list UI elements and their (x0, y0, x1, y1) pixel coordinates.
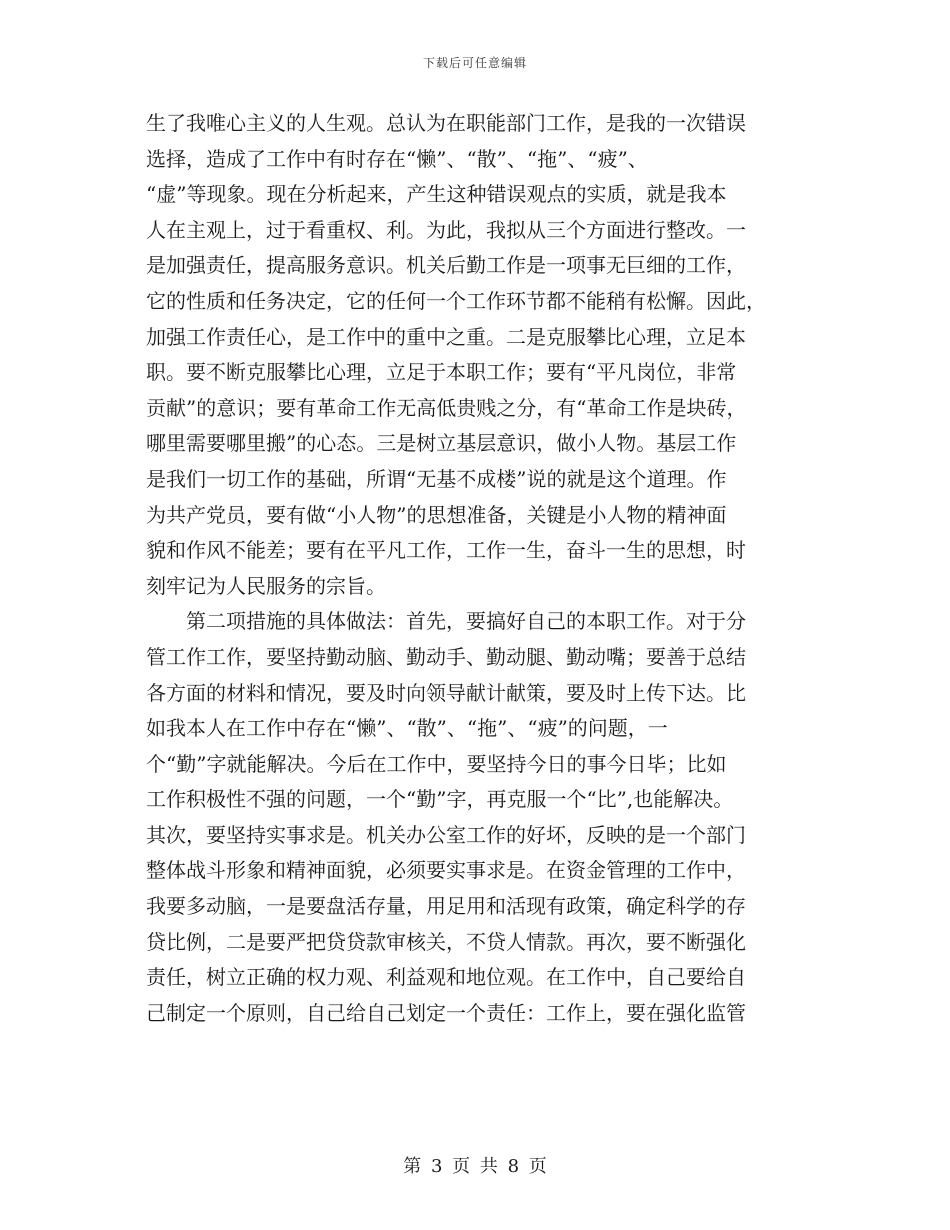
text-line: 人在主观上，过于看重权、利。为此，我拟从三个方面进行整改。一 (146, 217, 746, 242)
text-line: 贷比例，二是要严把贷贷款审核关，不贷人情款。再次，要不断强化 (146, 929, 746, 954)
text-line: 整体战斗形象和精神面貌，必须要实事求是。在资金管理的工作中， (146, 858, 746, 883)
text-line: 是加强责任，提高服务意识。机关后勤工作是一项事无巨细的工作， (146, 253, 746, 278)
text-line: 是我们一切工作的基础，所谓“无基不成楼”说的就是这个道理。作 (146, 466, 727, 491)
text-line: 职。要不断克服攀比心理，立足于本职工作；要有“平凡岗位，非常 (146, 360, 737, 385)
text-line: 刻牢记为人民服务的宗旨。 (146, 573, 386, 598)
page-number-footer: 第 3 页 共 8 页 (403, 1156, 547, 1177)
text-line: 生了我唯心主义的人生观。总认为在职能部门工作，是我的一次错误 (146, 111, 746, 135)
text-line: 己制定一个原则，自己给自己划定一个责任：工作上，要在强化监管 (146, 1000, 746, 1025)
text-line: 贡献”的意识；要有革命工作无高低贵贱之分，有“革命工作是块砖， (146, 395, 747, 420)
text-line: 加强工作责任心，是工作中的重中之重。二是克服攀比心理，立足本 (146, 324, 746, 349)
text-line: 其次，要坚持实事求是。机关办公室工作的好坏，反映的是一个部门 (146, 822, 746, 847)
page-header-note: 下载后可任意编辑 (422, 56, 527, 70)
text-line: 它的性质和任务决定，它的任何一个工作环节都不能稍有松懈。因此， (146, 288, 766, 313)
text-line: 个“勤”字就能解决。今后在工作中，要坚持今日的事今日毕；比如 (146, 751, 727, 776)
text-line: 选择，造成了工作中有时存在“懒”、“散”、“拖”、“疲”、 (146, 146, 648, 171)
text-line: 为共产党员，要有做“小人物”的思想准备，关键是小人物的精神面 (146, 502, 727, 527)
text-line: “虚”等现象。现在分析起来，产生这种错误观点的实质，就是我本 (146, 182, 727, 207)
text-line: 如我本人在工作中存在“懒”、“散”、“拖”、“疲”的问题，一 (146, 716, 668, 741)
text-line: 责任，树立正确的权力观、利益观和地位观。在工作中，自己要给自 (146, 965, 746, 990)
text-line: 貌和作风不能差；要有在平凡工作，工作一生，奋斗一生的思想，时 (146, 538, 746, 563)
text-line: 工作积极性不强的问题，一个“勤”字，再克服一个“比”,也能解决。 (146, 787, 734, 812)
text-line: 哪里需要哪里搬”的心态。三是树立基层意识，做小人物。基层工作 (146, 431, 737, 456)
paragraph-start-line: 第二项措施的具体做法：首先，要搞好自己的本职工作。对于分 (186, 609, 746, 634)
text-line: 管工作工作，要坚持勤动脑、勤动手、勤动腿、勤动嘴；要善于总结 (146, 644, 746, 669)
body-text (146, 106, 806, 1031)
text-line: 我要多动脑，一是要盘活存量，用足用和活现有政策，确定科学的存 (146, 894, 746, 919)
text-line: 各方面的材料和情况，要及时向领导献计献策，要及时上传下达。比 (146, 680, 746, 705)
